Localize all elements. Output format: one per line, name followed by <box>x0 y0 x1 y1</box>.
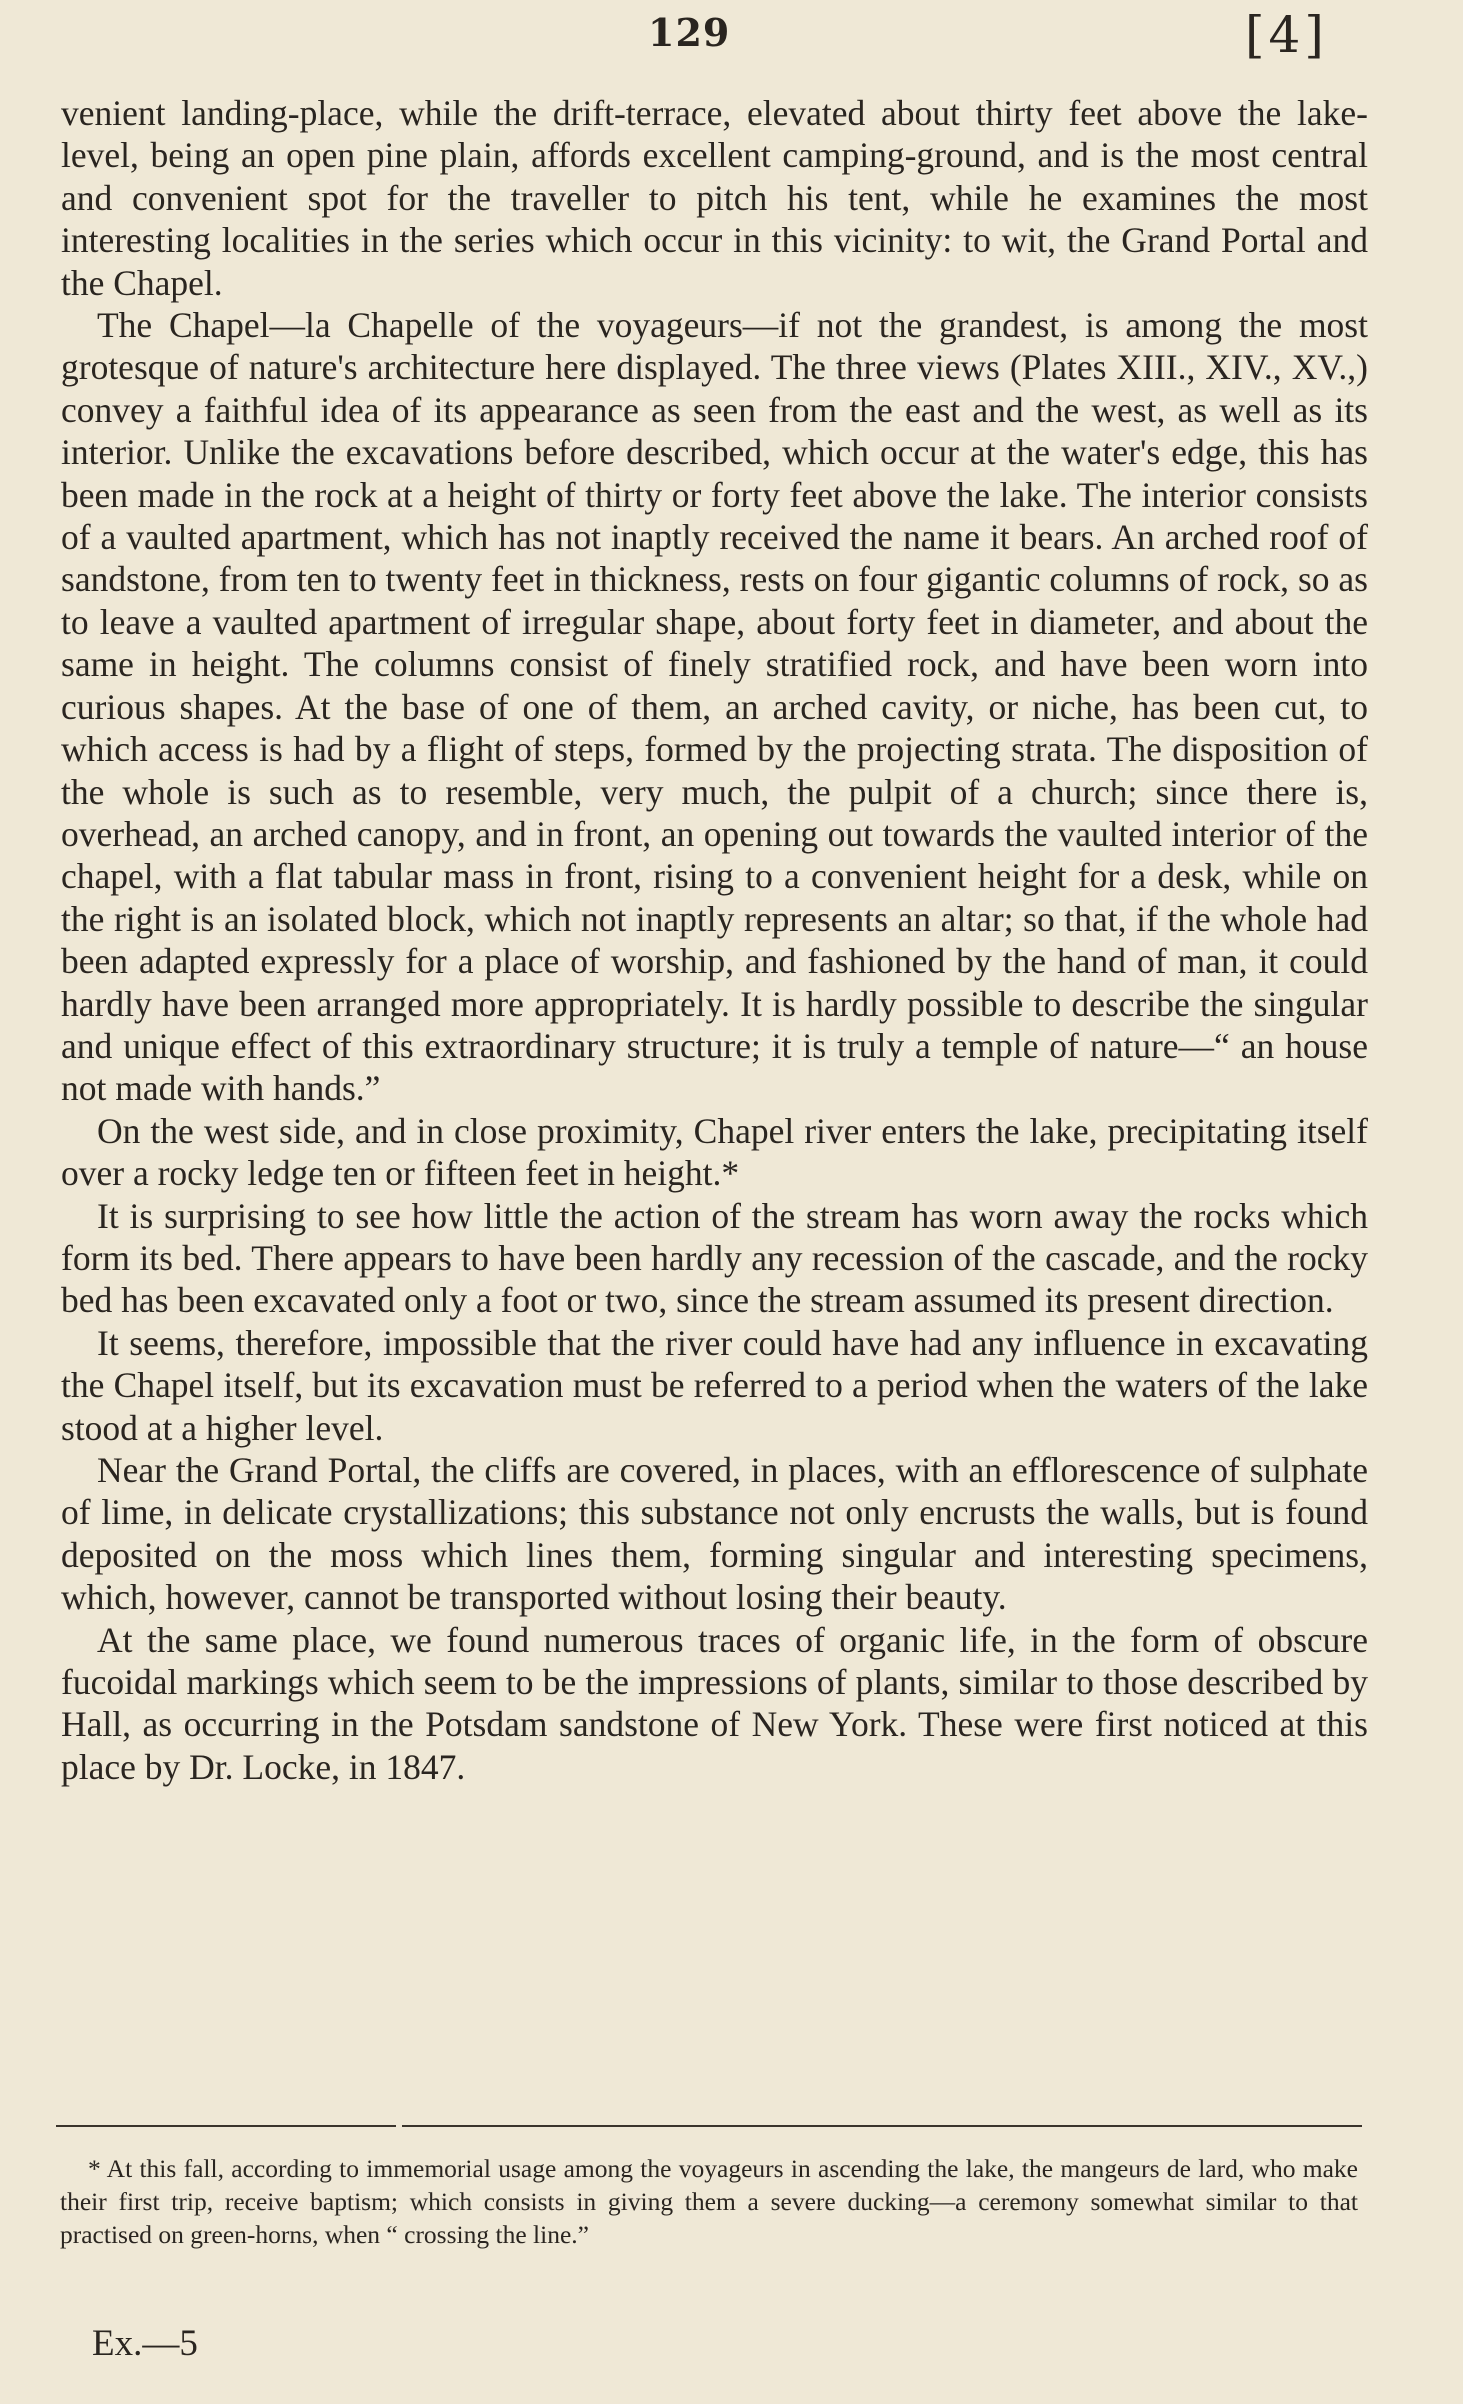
footnote <box>60 2152 1358 2251</box>
paragraph-stream-action: It is surprising to see how little the action of the stream has worn away the rocks which form its bed. There appears to have been hardly any recession of the cascade, and the rocky bed has been excavated only a foot or two, since the stream assumed its present direction. <box>61 1195 1368 1321</box>
page-number: 129 <box>648 10 731 55</box>
paragraph-chapel-description: The Chapel—la Chapelle of the voyageurs—if not the grandest, is among the most grotesque of nature's architecture here displayed. The three views (Plates XIII., XIV., XV.,) convey a faithful idea of its appearance as seen from the east and the west, as well as its interior. Unlike the excavations before described, which occur at the water's edge, this has been made in the rock at a height of thirty or forty feet above the lake. The interior consists of a vaulted apartment, which has not inaptly received the name it bears. An arched roof of sandstone, from ten to twenty feet in thickness, rests on four gigantic columns of rock, so as to leave a vaulted apartment of irregular shape, about forty feet in diameter, and about the same in height. The columns consist of finely stratified rock, and have been worn into curious shapes. At the base of one of them, an arched cavity, or niche, has been cut, to which access is had by a flight of steps, formed by the projecting strata. The disposition of the whole is such as to resemble, very much, the pulpit of a church; since there is, overhead, an arched canopy, and in front, an opening out towards the vaulted interior of the chapel, with a flat tabular mass in front, rising to a convenient height for a desk, while on the right is an isolated block, which not inaptly represents an altar; so that, if the whole had been adapted expressly for a place of worship, and fashioned by the hand of man, it could hardly have been arranged more appropriately. It is hardly possible to describe the singular and unique effect of this extraordinary structure; it is truly a temple of nature—“ an house not made with hands.” <box>61 305 1368 1109</box>
separator-rule-left <box>56 2125 396 2127</box>
paragraph-river-influence: It seems, therefore, impossible that the river could have had any influence in excavating the Chapel itself, but its excavation must be referred to a period when the waters of the lake stood at a higher level. <box>61 1322 1368 1448</box>
plate-mark: [4] <box>1245 6 1328 64</box>
footnote-separator <box>56 2125 1358 2129</box>
paragraph-landing-place: venient landing-place, while the drift-terrace, elevated about thirty feet above the lake-level, being an open pine plain, affords excellent camping-ground, and is the most central and convenient spot for the traveller to pitch his tent, while he examines the most interesting localities in the series which occur in this vicinity: to wit, the Grand Portal and the Chapel. <box>61 93 1368 303</box>
paragraph-sulphate-of-lime: Near the Grand Portal, the cliffs are covered, in places, with an efflorescence of sulphate of lime, in delicate crystallizations; this substance not only encrusts the walls, but is found deposited on the moss which lines them, forming singular and interesting specimens, which, however, cannot be transported without losing their beauty. <box>61 1450 1368 1618</box>
page-header <box>0 0 1463 95</box>
paragraph-chapel-river: On the west side, and in close proximity, Chapel river enters the lake, precipitating itself over a rocky ledge ten or fifteen feet in height.* <box>61 1110 1368 1194</box>
signature-mark: Ex.—5 <box>92 2323 198 2364</box>
body-text <box>61 92 1368 1788</box>
separator-rule-right <box>402 2125 1362 2127</box>
footnote-text: * At this fall, according to immemorial usage among the voyageurs in ascending the lake, the mangeurs de lard, who make their first trip, receive baptism; which consists in giving them a severe ducking—a ceremony somewhat similar to that practised on green-horns, when “ crossing the line.” <box>60 2154 1358 2249</box>
paragraph-organic-traces: At the same place, we found numerous traces of organic life, in the form of obscure fucoidal markings which seem to be the impressions of plants, similar to those described by Hall, as occurring in the Potsdam sandstone of New York. These were first noticed at this place by Dr. Locke, in 1847. <box>61 1619 1368 1787</box>
